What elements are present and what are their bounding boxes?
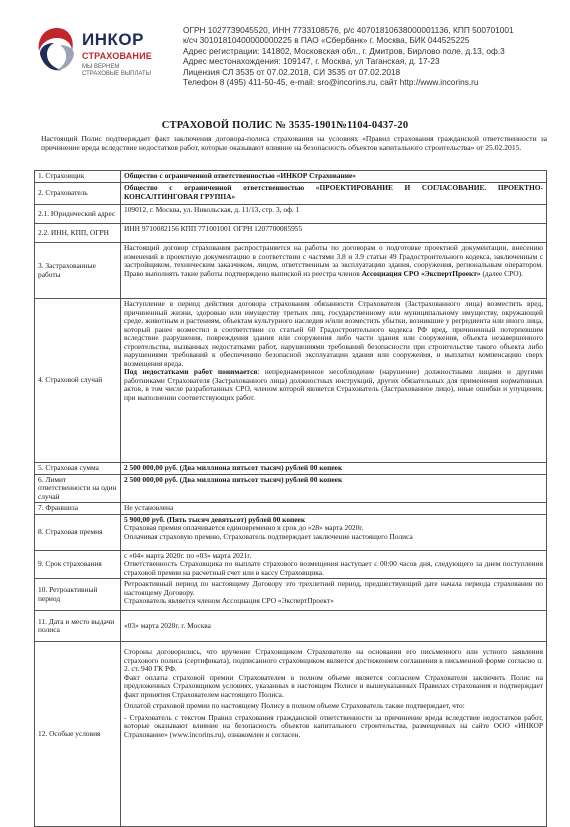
requisite-line: к/сч 30101810400000000225 в ПАО «Сбербанк» г. Москва, БИК 044525225: [183, 35, 470, 46]
letterhead: [0, 0, 570, 128]
row-label: 3. Застрахованные работы: [35, 243, 121, 299]
premium-value: [121, 514, 547, 550]
brand-tagline: МЫ ВЕРНЕМ СТРАХОВЫЕ ВЫПЛАТЫ: [82, 64, 151, 77]
period-value: [121, 550, 547, 579]
row-label: 2. Страхователь: [35, 183, 121, 205]
row-label: 6. Лимит ответственности на один случай: [35, 474, 121, 503]
defects-heading: Под недостатками работ понимается: [124, 367, 258, 376]
ids-value: ИНН 9710082156 КПП 771001001 ОГРН 1207700085955: [121, 224, 547, 243]
table-row: [35, 183, 547, 205]
period-liability: Ответственность Страховщика по выплате страхового возмещения наступает с 00:00 часов дня, следующего за днем поступления страховой премии на расчетный счет или в кассу Страховщика.: [124, 559, 543, 577]
table-row: [35, 205, 547, 224]
table-row: [35, 474, 547, 503]
table-row: [35, 224, 547, 243]
period-dates: с «04» марта 2020г. по «03» марта 2021г.: [124, 550, 252, 560]
premium-amount: 5 900,00 руб. (Пять тысяч девятьсот) рублей 00 копеек: [124, 514, 306, 524]
special-paragraph: Оплатой страховой премии по настоящему Полису в полном объеме Страхователь также подтверждает, что:: [124, 701, 465, 710]
issue-value: «03» марта 2020г. г. Москва: [121, 611, 547, 642]
defects-text: : непреднамеренное несоблюдение (нарушение) должностными лицами и другими работниками Страхователя (Застрахованного лица) должностных инструкций, других обязательных для применения нормативных актов, в том числе разработанных СРО, членом которой является Страхователь (Застрахованное лицо), иные ошибки и упущения, при выполнении соответствующих работ.: [124, 367, 543, 402]
special-value: [121, 642, 547, 827]
retro-membership: Страхователь является членом Ассоциация СРО «ЭкспертПроект»: [124, 596, 334, 605]
table-row: [35, 171, 547, 183]
requisite-line: ОГРН 1027739045520, ИНН 7733108576, р/с 40701810638000001136, КПП 500701001: [183, 25, 514, 35]
event-paragraph: Наступление в период действия договора страхования обязанности Страхователя (Застрахованного лица) возместить вред, причиненный жизни, здоровью или имуществу третьих лиц, государственному или муниципальному имуществу, окружающей среде, животным и растениям, объектам культурного наследия и/или возместить убытки, возникшие у регредиента или иного лица, который ранее возместил в соответствии со статьей 60 Градостроительного кодекса РФ вред, причиненный потерпевшим вследствие разрушения, повреждения здания или сооружения либо части здания или сооружения, объекта незавершенного строительства, вызванных недостатками работ, нарушениями требований безопасности при строительстве такого объекта либо нарушениями требований к обеспечению безопасной эксплуатации здания или сооружения, и выплатил компенсацию сверх возмещения вреда.: [124, 299, 543, 368]
swirl-logo-icon: [34, 24, 80, 74]
insurer-value: Общество с ограниченной ответственностью «ИНКОР Страхование»: [121, 171, 547, 183]
requisite-line: Телефон 8 (495) 411-50-45, e-mail: sro@incorins.ru, сайт http://www.incorins.ru: [183, 77, 479, 88]
brand-name: ИНКОР: [82, 30, 144, 49]
row-label: 12. Особые условия: [35, 642, 121, 827]
row-label: 9. Срок страхования: [35, 550, 121, 579]
table-row: [35, 243, 547, 299]
company-requisites: [183, 25, 553, 87]
table-row: [35, 642, 547, 827]
defects-paragraph: [124, 368, 543, 402]
row-label: 1. Страховщик: [35, 171, 121, 183]
row-label: 4. Страховой случай: [35, 299, 121, 463]
address-value: 109012, г. Москва, ул. Никольская, д. 11/13, стр. 3, оф. 1: [121, 205, 547, 224]
event-value: [121, 299, 547, 463]
table-row: [35, 611, 547, 642]
works-text: Настоящий договор страхования распространяется на работы по договорам о подготовке проектной документации, внесению изменений в проектную документацию в соответствии с частями 3.8 и 3.9 статьи 49 Градостроительного кодекса, заключенным с застройщиком, техническим заказчиком, лицом, ответственным за эксплуатацию здания, сооружения, региональным оператором. Право выполнять такие работы подтверждено выпиской из реестра членов: [124, 243, 543, 278]
row-label: 5. Страховая сумма: [35, 463, 121, 475]
table-row: [35, 579, 547, 611]
policy-table: [34, 170, 547, 827]
table-row: [35, 299, 547, 463]
row-label: 2.2. ИНН, КПП, ОГРН: [35, 224, 121, 243]
table-row: [35, 514, 547, 550]
works-value: [121, 243, 547, 299]
special-paragraph: Факт оплаты страховой премии Страхователем в полном объеме является согласием Страхователя заключить Полис на предложенных Страховщиком условиях, указанных в настоящем Полисе и вышеуказанных Правилах страхования и подтверждает факт принятия Страхователем настоящего Полиса.: [124, 672, 543, 699]
row-label: 2.1. Юридический адрес: [35, 205, 121, 224]
deductible-value: Не установлена: [121, 503, 547, 515]
limit-value: 2 500 000,00 руб. (Два миллиона пятьсот тысяч) рублей 00 копеек: [121, 474, 547, 503]
requisite-line: Адрес местонахождения: 109147, г. Москва, ул Таганская, д. 17-23: [183, 56, 440, 67]
row-label: 7. Франшиза: [35, 503, 121, 515]
table-row: [35, 550, 547, 579]
premium-deadline: Страховая премия оплачивается единовременно в срок до «28» марта 2020г.: [124, 523, 364, 532]
row-label: 8. Страховая премия: [35, 514, 121, 550]
requisite-line: Лицензия СЛ 3535 от 07.02.2018, СИ 3535 от 07.02.2018: [183, 66, 401, 77]
special-paragraph: Стороны договорились, что вручение Страховщиком Страхователю на основании его письменного или устного заявления страхового полиса (сертификата), подписанного страховщиком является достижением соглашения в письменной форме согласно п. 2. ст. 940 ГК РФ.: [124, 647, 543, 673]
special-paragraph: - Страхователь с текстом Правил страхования гражданской ответственности за причинение вреда вследствие недостатков работ, которые оказывают влияние на безопасность объектов капитального строительства, размещенных на сайте ООО «ИНКОР Страхование» (www.incorins.ru), ознакомлен и согласен.: [124, 712, 543, 739]
insured-value: Общество с ограниченной ответственностью «ПРОЕКТИРОВАНИЕ И СОГЛАСОВАНИЕ. ПРОЕКТНО-КОНСАЛТИНГОВАЯ ГРУППА»: [121, 183, 547, 205]
requisite-line: Адрес регистрации: 141802, Московская обл., г. Дмитров, Бирлово поле, д.13, оф.3: [183, 45, 505, 56]
table-row: [35, 463, 547, 475]
works-tail: (далее СРО).: [480, 268, 523, 278]
policy-title: СТРАХОВОЙ ПОЛИС № 3535-1901№1104-0437-20: [161, 120, 409, 131]
table-row: [35, 503, 547, 515]
row-label: 11. Дата и место выдачи полиса: [35, 611, 121, 642]
company-logo: [34, 24, 152, 114]
retro-value: [121, 579, 547, 611]
policy-intro: Настоящий Полис подтверждает факт заключения договора-полиса страхования на условиях «Правил страхования гражданской ответственности за причинение вреда вследствие недостатков работ, которые оказывают влияние на безопасность объектов капитального строительства» от 25.02.2015.: [41, 134, 547, 152]
premium-confirmation: Оплачивая страховую премию, Страхователь подтверждает заключение настоящего Полиса: [124, 531, 413, 541]
brand-subtitle: СТРАХОВАНИЕ: [82, 51, 152, 61]
row-label: 10. Ретроактивный период: [35, 579, 121, 611]
retro-period: Ретроактивный период по настоящему Договору это трехлетний период, предшествующий дате начала периода страхования по настоящему Договору.: [124, 579, 543, 597]
sum-value: 2 500 000,00 руб. (Два миллиона пятьсот тысяч) рублей 00 копеек: [121, 463, 547, 475]
sro-name: Ассоциация СРО «ЭкспертПроект»: [361, 268, 481, 278]
